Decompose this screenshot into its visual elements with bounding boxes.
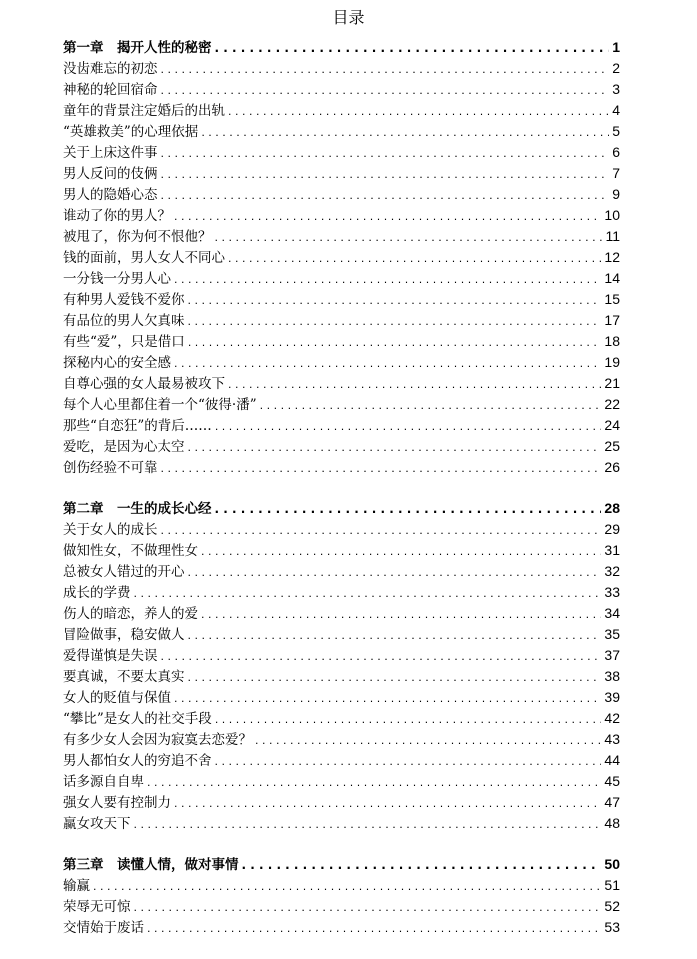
dot-leader xyxy=(242,855,602,876)
toc-entry[interactable] xyxy=(63,896,620,917)
toc-entry[interactable] xyxy=(63,561,620,582)
toc-entry[interactable] xyxy=(63,687,620,708)
dot-leader xyxy=(228,248,601,269)
toc-entry-title: 童年的背景注定婚后的出轨 xyxy=(63,103,225,119)
dot-leader xyxy=(161,59,610,80)
toc-entry-page-number: 18 xyxy=(604,333,620,349)
chapter-heading-page-number: 28 xyxy=(604,500,620,516)
toc-entry-title: 钱的面前，男人女人不同心 xyxy=(63,250,225,266)
chapter-heading[interactable] xyxy=(63,854,620,875)
toc-entry-page-number: 43 xyxy=(604,731,620,747)
toc-entry-page-number: 32 xyxy=(604,563,620,579)
toc-entry[interactable] xyxy=(63,603,620,624)
toc-entry-title: 有品位的男人欠真味 xyxy=(63,313,185,329)
toc-entry-title: 一分钱一分男人心 xyxy=(63,271,171,287)
toc-entry[interactable] xyxy=(63,352,620,373)
page-title: 目录 xyxy=(332,8,365,27)
toc-entry-title: 总被女人错过的开心 xyxy=(63,564,185,580)
dot-leader xyxy=(255,730,601,751)
toc-entry[interactable] xyxy=(63,58,620,79)
toc-entry-page-number: 25 xyxy=(604,438,620,454)
toc-entry-page-number: 34 xyxy=(604,605,620,621)
dot-leader xyxy=(161,164,610,185)
toc-entry-title: 爱吃，是因为心太空 xyxy=(63,439,185,455)
dot-leader xyxy=(260,395,602,416)
toc-entry-title: 关于上床这件事 xyxy=(63,145,158,161)
toc-entry[interactable] xyxy=(63,100,620,121)
toc-entry-title: 要真诚，不要太真实 xyxy=(63,669,185,685)
toc-entry-page-number: 12 xyxy=(604,249,620,265)
toc-entry[interactable] xyxy=(63,289,620,310)
toc-entry[interactable] xyxy=(63,373,620,394)
toc-entry[interactable] xyxy=(63,142,620,163)
toc-entry-title: 输赢 xyxy=(63,878,90,894)
toc-entry[interactable] xyxy=(63,121,620,142)
toc-entry-page-number: 44 xyxy=(604,752,620,768)
toc-entry[interactable] xyxy=(63,519,620,540)
toc-entry-page-number: 33 xyxy=(604,584,620,600)
chapter-heading-page-number: 50 xyxy=(604,856,620,872)
dot-leader xyxy=(228,374,601,395)
dot-leader xyxy=(188,332,602,353)
toc-entry[interactable] xyxy=(63,771,620,792)
toc-entry[interactable] xyxy=(63,268,620,289)
toc-entry-page-number: 11 xyxy=(605,228,620,244)
toc-entry[interactable] xyxy=(63,708,620,729)
dot-leader xyxy=(93,876,601,897)
dot-leader xyxy=(215,709,602,730)
toc-entry-title: “英雄救美”的心理依据 xyxy=(63,124,199,140)
toc-entry-title: 探秘内心的安全感 xyxy=(63,355,171,371)
toc-entry-page-number: 45 xyxy=(604,773,620,789)
dot-leader xyxy=(174,269,601,290)
toc-entry[interactable] xyxy=(63,331,620,352)
dot-leader xyxy=(147,918,601,939)
toc-entry-page-number: 14 xyxy=(604,270,620,286)
toc-entry-title: 伤人的暗恋，养人的爱 xyxy=(63,606,198,622)
toc-entry-page-number: 17 xyxy=(604,312,620,328)
toc-entry[interactable] xyxy=(63,226,620,247)
dot-leader xyxy=(161,646,602,667)
toc-entry-page-number: 6 xyxy=(612,144,620,160)
toc-entry-title: 冒险做事，稳安做人 xyxy=(63,627,185,643)
dot-leader xyxy=(134,814,602,835)
toc-entry-page-number: 22 xyxy=(604,396,620,412)
toc-entry-title: “攀比”是女人的社交手段 xyxy=(63,711,212,727)
dot-leader xyxy=(161,458,602,479)
toc-entry[interactable] xyxy=(63,750,620,771)
toc-entry-title: 被甩了，你为何不恨他？ xyxy=(63,229,212,245)
toc-entry[interactable] xyxy=(63,247,620,268)
toc-entry-page-number: 53 xyxy=(604,919,620,935)
dot-leader xyxy=(188,311,602,332)
toc-entry-title: 强女人要有控制力 xyxy=(63,795,171,811)
toc-entry-page-number: 38 xyxy=(604,668,620,684)
toc-entry-title: 创伤经验不可靠 xyxy=(63,460,158,476)
dot-leader xyxy=(188,625,602,646)
toc-entry-page-number: 26 xyxy=(604,459,620,475)
toc-entry[interactable] xyxy=(63,79,620,100)
dot-leader xyxy=(134,897,602,918)
toc-entry-page-number: 51 xyxy=(604,877,620,893)
toc-entry-title: 荣辱无可惊 xyxy=(63,899,131,915)
toc-entry[interactable] xyxy=(63,624,620,645)
toc-entry-page-number: 10 xyxy=(604,207,620,223)
dot-leader xyxy=(174,793,601,814)
dot-leader xyxy=(174,688,601,709)
toc-entry-page-number: 2 xyxy=(612,60,620,76)
toc-entry-title: 有种男人爱钱不爱你 xyxy=(63,292,185,308)
toc-entry-page-number: 24 xyxy=(604,417,620,433)
toc-entry[interactable] xyxy=(63,163,620,184)
toc-entry[interactable] xyxy=(63,729,620,750)
toc-entry[interactable] xyxy=(63,582,620,603)
toc-entry[interactable] xyxy=(63,875,620,896)
toc-entry-page-number: 7 xyxy=(612,165,620,181)
toc-entry-page-number: 37 xyxy=(604,647,620,663)
dot-leader xyxy=(161,520,602,541)
toc-entry[interactable] xyxy=(63,540,620,561)
chapter-spacer xyxy=(63,478,620,498)
toc-entry-page-number: 4 xyxy=(612,102,620,118)
toc-entry-title: 那些“自恋狂”的背后…… xyxy=(63,418,212,434)
dot-leader xyxy=(161,143,610,164)
toc-entry[interactable] xyxy=(63,645,620,666)
toc-entry-title: 做知性女，不做理性女 xyxy=(63,543,198,559)
toc-entry-page-number: 42 xyxy=(604,710,620,726)
dot-leader xyxy=(174,353,601,374)
toc-entry-title: 男人的隐婚心态 xyxy=(63,187,158,203)
dot-leader xyxy=(188,562,602,583)
chapter-heading[interactable] xyxy=(63,498,620,519)
dot-leader xyxy=(188,667,602,688)
toc-entry-page-number: 5 xyxy=(612,123,620,139)
toc-entry-title: 关于女人的成长 xyxy=(63,522,158,538)
dot-leader xyxy=(161,80,610,101)
toc-entry-page-number: 3 xyxy=(612,81,620,97)
chapter-heading-title: 第三章 读懂人情，做对事情 xyxy=(63,857,239,873)
dot-leader xyxy=(188,437,602,458)
toc-entry-page-number: 31 xyxy=(604,542,620,558)
toc-entry[interactable] xyxy=(63,813,620,834)
toc-entry[interactable] xyxy=(63,394,620,415)
chapter-heading-title: 第一章 揭开人性的秘密 xyxy=(63,40,212,56)
dot-leader xyxy=(215,416,602,437)
dot-leader xyxy=(215,227,603,248)
toc-entry-title: 有多少女人会因为寂寞去恋爱？ xyxy=(63,732,252,748)
dot-leader xyxy=(147,772,601,793)
toc-entry-title: 男人反问的伎俩 xyxy=(63,166,158,182)
dot-leader xyxy=(228,101,609,122)
dot-leader xyxy=(188,290,602,311)
toc-entry[interactable] xyxy=(63,792,620,813)
chapter-spacer xyxy=(63,834,620,854)
toc-entry-title: 赢女攻天下 xyxy=(63,816,131,832)
toc-entry-page-number: 47 xyxy=(604,794,620,810)
toc-entry-page-number: 39 xyxy=(604,689,620,705)
chapter-heading[interactable] xyxy=(63,37,620,58)
toc-entry-page-number: 48 xyxy=(604,815,620,831)
toc-entry[interactable] xyxy=(63,917,620,938)
toc-entry-page-number: 52 xyxy=(604,898,620,914)
dot-leader xyxy=(134,583,602,604)
dot-leader xyxy=(161,185,610,206)
dot-leader xyxy=(174,206,601,227)
toc-entry[interactable] xyxy=(63,184,620,205)
toc-entry-title: 话多源自自卑 xyxy=(63,774,144,790)
toc-entry-title: 交情始于废话 xyxy=(63,920,144,936)
dot-leader xyxy=(215,751,602,772)
toc-entry-title: 有些“爱”，只是借口 xyxy=(63,334,185,350)
dot-leader xyxy=(201,122,609,143)
toc-entry-title: 每个人心里都住着一个“彼得·潘” xyxy=(63,397,257,413)
table-of-contents xyxy=(63,37,620,938)
dot-leader xyxy=(215,499,602,520)
dot-leader xyxy=(215,38,610,59)
toc-entry-page-number: 15 xyxy=(604,291,620,307)
chapter-heading-title: 第二章 一生的成长心经 xyxy=(63,501,212,517)
chapter-heading-page-number: 1 xyxy=(612,39,620,55)
toc-entry-page-number: 29 xyxy=(604,521,620,537)
toc-entry-page-number: 9 xyxy=(612,186,620,202)
dot-leader xyxy=(201,604,601,625)
toc-entry[interactable] xyxy=(63,205,620,226)
toc-entry[interactable] xyxy=(63,457,620,478)
toc-entry-page-number: 35 xyxy=(604,626,620,642)
dot-leader xyxy=(201,541,601,562)
toc-entry-title: 自尊心强的女人最易被攻下 xyxy=(63,376,225,392)
toc-entry[interactable] xyxy=(63,310,620,331)
toc-entry[interactable] xyxy=(63,436,620,457)
toc-entry-page-number: 21 xyxy=(604,375,620,391)
toc-entry-title: 男人都怕女人的穷追不舍 xyxy=(63,753,212,769)
toc-entry-page-number: 19 xyxy=(604,354,620,370)
toc-entry-title: 成长的学费 xyxy=(63,585,131,601)
toc-entry[interactable] xyxy=(63,415,620,436)
toc-entry-title: 神秘的轮回宿命 xyxy=(63,82,158,98)
toc-entry-title: 谁动了你的男人？ xyxy=(63,208,171,224)
toc-entry[interactable] xyxy=(63,666,620,687)
toc-entry-title: 没齿难忘的初恋 xyxy=(63,61,158,77)
toc-entry-title: 女人的贬值与保值 xyxy=(63,690,171,706)
toc-entry-title: 爱得谨慎是失误 xyxy=(63,648,158,664)
